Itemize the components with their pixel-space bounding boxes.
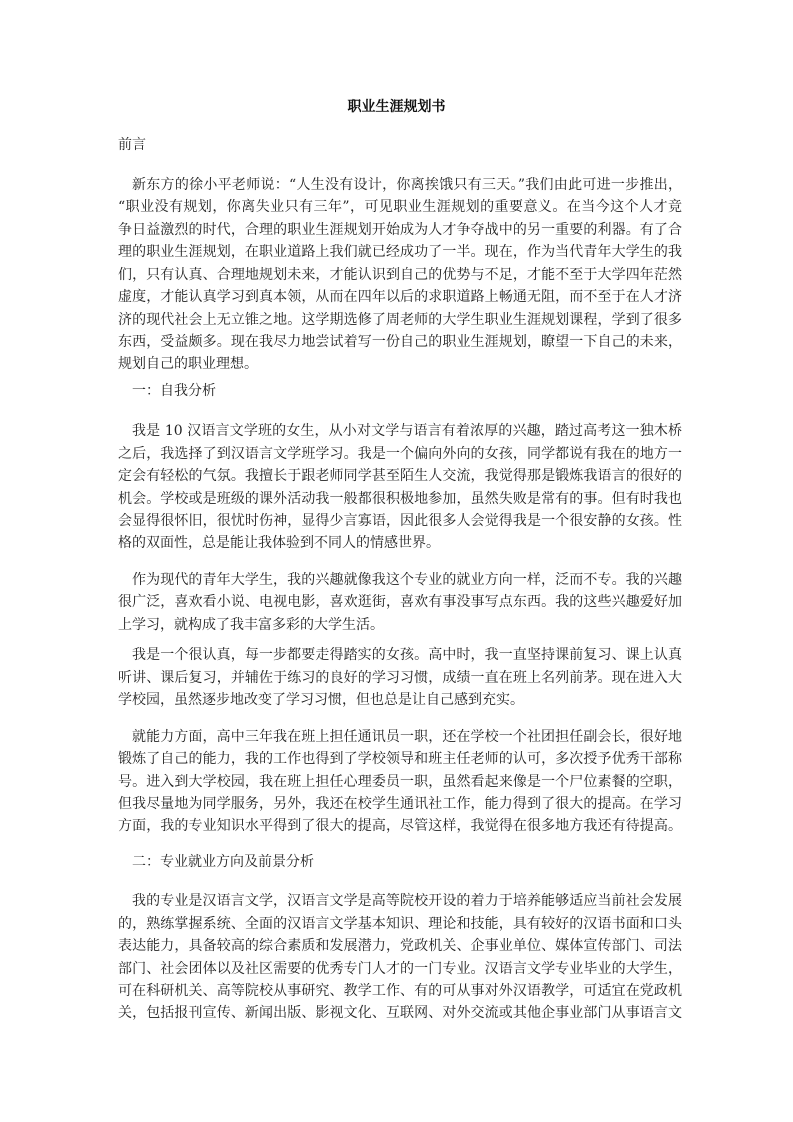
- text-line: 东西，受益颇多。现在我尽力地尝试着写一份自己的职业生涯规划，瞭望一下自己的未来，: [118, 334, 682, 350]
- text-line: 可在科研机关、高等院校从事研究、教学工作、有的可从事对外汉语教学，可适宜在党政机: [118, 983, 682, 999]
- text-line: 定会有轻松的气氛。我擅长于跟老师同学甚至陌生人交流，我觉得那是锻炼我语言的很好的: [118, 468, 682, 484]
- text-line: 但我尽量地为同学服务，另外，我还在校学生通讯社工作，能力得到了很大的提高。在学习: [118, 796, 682, 812]
- text-line: “职业没有规划，你离失业只有三年”，可见职业生涯规划的重要意义。在当今这个人才竞: [118, 199, 682, 215]
- text-line: 新东方的徐小平老师说：“人生没有设计，你离挨饿只有三天。”我们由此可进一步推出，: [132, 177, 682, 193]
- text-line: 作为现代的青年大学生，我的兴趣就像我这个专业的就业方向一样，泛而不专。我的兴趣: [132, 572, 682, 588]
- text-line: 学校园，虽然逐步地改变了学习习惯，但也总是让自己感到充实。: [118, 692, 524, 708]
- text-line: 表达能力，具备较高的综合素质和发展潜力，党政机关、企事业单位、媒体宣传部门、司法: [118, 938, 682, 954]
- text-line: 很广泛，喜欢看小说、电视电影，喜欢逛街，喜欢有事没事写点东西。我的这些兴趣爱好加: [118, 594, 682, 610]
- section-heading-major-prospects: 二：专业就业方向及前景分析: [132, 854, 314, 870]
- text-line: 机会。学校或是班级的课外活动我一般都很积极地参加，虽然失败是常有的事。但有时我也: [118, 491, 682, 507]
- document-title: 职业生涯规划书: [347, 99, 446, 115]
- text-line: 我的专业是汉语言文学，汉语言文学是高等院校开设的着力于培养能够适应当前社会发展: [132, 893, 682, 909]
- section-heading-self-analysis: 一：自我分析: [132, 383, 216, 399]
- text-line: 上学习，就构成了我丰富多彩的大学生活。: [118, 617, 384, 633]
- text-line: 关，包括报刊宣传、新闻出版、影视文化、互联网、对外交流或其他企事业部门从事语言文: [118, 1005, 682, 1021]
- text-line: 号。进入到大学校园，我在班上担任心理委员一职，虽然看起来像是一个尸位素餐的空职，: [118, 774, 682, 790]
- text-line: 虚度，才能认真学习到真本领，从而在四年以后的求职道路上畅通无阻，而不至于在人才济: [118, 289, 682, 305]
- text-line: 我是 10 汉语言文学班的女生，从小对文学与语言有着浓厚的兴趣，踏过高考这一独木桥: [132, 423, 682, 439]
- text-line: 方面，我的专业知识水平得到了很大的提高，尽管这样，我觉得在很多地方我还有待提高。: [118, 818, 682, 834]
- text-line: 会显得很怀旧，很忧时伤神，显得少言寡语，因此很多人会觉得我是一个很安静的女孩。性: [118, 513, 682, 529]
- text-line: 就能力方面，高中三年我在班上担任通讯员一职，还在学校一个社团担任副会长，很好地: [132, 729, 682, 745]
- text-line: 格的双面性，总是能让我体验到不同人的情感世界。: [118, 535, 440, 551]
- text-line: 争日益激烈的时代，合理的职业生涯规划开始成为人才争夺战中的另一重要的利器。有了合: [118, 222, 682, 238]
- text-line: 们，只有认真、合理地规划未来，才能认识到自己的优势与不足，才能不至于大学四年茫然: [118, 267, 682, 283]
- text-line: 我是一个很认真，每一步都要走得踏实的女孩。高中时，我一直坚持课前复习、课上认真: [132, 647, 682, 663]
- text-line: 之后，我选择了到汉语言文学班学习。我是一个偏向外向的女孩，同学都说有我在的地方一: [118, 446, 682, 462]
- preface-heading: 前言: [118, 137, 146, 153]
- text-line: 理的职业生涯规划，在职业道路上我们就已经成功了一半。现在，作为当代青年大学生的我: [118, 244, 682, 260]
- text-line: 听讲、课后复习，并辅佐于练习的良好的学习习惯，成绩一直在班上名列前茅。现在进入大: [118, 670, 682, 686]
- text-line: 济的现代社会上无立锥之地。这学期选修了周老师的大学生职业生涯规划课程，学到了很多: [118, 312, 682, 328]
- text-line: 锻炼了自己的能力，我的工作也得到了学校领导和班主任老师的认可，多次授予优秀干部称: [118, 751, 682, 767]
- text-line: 部门、社会团体以及社区需要的优秀专门人才的一门专业。汉语言文学专业毕业的大学生，: [118, 961, 682, 977]
- text-line: 的，熟练掌握系统、全面的汉语言文学基本知识、理论和技能，具有较好的汉语书面和口头: [118, 916, 682, 932]
- text-line: 规划自己的职业理想。: [118, 356, 258, 372]
